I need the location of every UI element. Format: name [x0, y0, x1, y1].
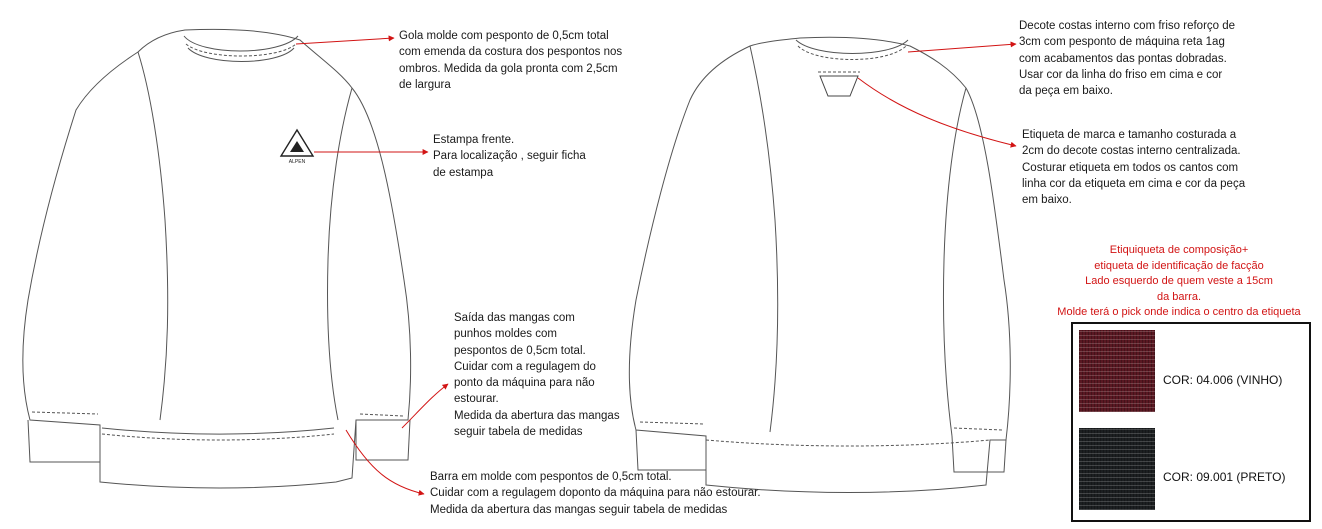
brand-label-note: Etiqueta de marca e tamanho costurada a 2cm do decote costas interno centralizada. Costurar etiqueta em todos os cantos com linha cor da etiqueta em cima e cor da peça em baixo.	[1022, 129, 1246, 207]
hem-note: Barra em molde com pespontos de 0,5cm total. Cuidar com a regulagem doponto da máquina para não estourar. Medida da abertura das mangas seguir tabela de medidas	[430, 471, 761, 516]
color-swatch-box	[1071, 322, 1311, 522]
back-neck-note: Decote costas interno com friso reforço de 3cm com pesponto de máquina reta 1ag com acabamentos das pontas dobradas. Usar cor da linha do friso em cima e cor da peça em baixo.	[1019, 20, 1236, 98]
sleeves-note: Saída das mangas com punhos moldes com pespontos de 0,5cm total. Cuidar com a regulagem do ponto da máquina para não estourar. Medida da abertura das mangas seguir tabela de medidas	[454, 312, 620, 439]
collar-note: Gola molde com pesponto de 0,5cm total com emenda da costura dos pespontos nos ombros. Medida da gola pronta com 2,5cm de largura	[399, 30, 623, 91]
front-sweatshirt	[23, 29, 411, 488]
leader-lines	[296, 38, 1016, 494]
swatch-vinho-label: COR: 04.006 (VINHO)	[1163, 373, 1283, 387]
swatch-vinho	[1079, 330, 1155, 412]
logo-text: ALPEN	[288, 159, 306, 165]
back-sweatshirt	[629, 37, 1010, 492]
print-note: Estampa frente. Para localização , seguir ficha de estampa	[433, 134, 586, 179]
swatch-preto	[1079, 428, 1155, 510]
composition-note: Etiquiqueta de composição+ etiqueta de identificação de facção Lado esquerdo de quem veste a 15cm da barra. Molde terá o pick onde indica o centro da etiqueta	[1057, 244, 1301, 318]
swatch-preto-label: COR: 09.001 (PRETO)	[1163, 470, 1286, 484]
